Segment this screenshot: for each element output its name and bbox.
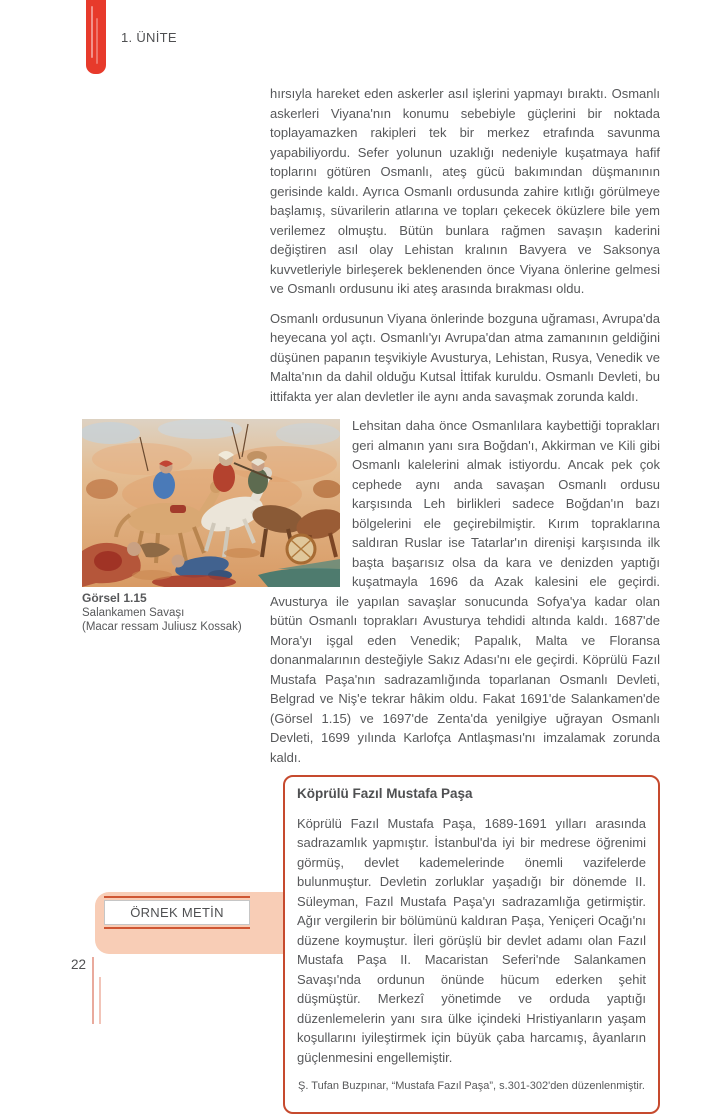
page-number: 22 xyxy=(71,957,87,972)
example-text-label: ÖRNEK METİN xyxy=(104,900,250,925)
info-box-citation: Ş. Tufan Buzpınar, “Mustafa Fazıl Paşa”, s.301-302'den düzenlenmiştir. xyxy=(298,1080,645,1092)
figure-gorsel-1-15 xyxy=(82,419,340,633)
unit-red-bar xyxy=(86,0,106,74)
battle-painting-image xyxy=(82,419,340,587)
footer-decorative-line-2 xyxy=(99,977,101,1024)
example-text-label-box xyxy=(104,896,250,929)
info-box-title: Köprülü Fazıl Mustafa Paşa xyxy=(297,786,473,801)
figure-caption-line2: (Macar ressam Juliusz Kossak) xyxy=(82,621,242,633)
footer-decorative-line-1 xyxy=(92,957,94,1024)
body-paragraph-1: hırsıyla hareket eden askerler asıl işlerini yapmayı bıraktı. Osmanlı askerleri Viyana'nın konumu sebebiyle güçlerini bir noktada toplayamazken rakipleri tek bir merkez etrafında savunma yapabiliyordu. Sefer yolunun uzaklığı nedeniyle kuşatmaya hafif toplarını götüren Osmanlı, ateş gücü bakımından düşmanının gerisinde kaldı. Ayrıca Osmanlı ordusunda zahire kıtlığı görülmeye başlamış, süvarilerin atlarına ve topları çekecek öküzlere bile yem verilemez olmuştu. Bütün bunlara rağmen savaşın kaderini değiştiren asıl olay Lehistan kralının Bavyera ve Saksonya kuvvetleriyle birleşerek beklenenden önce Viyana önlerine gelmesi ve Osmanlı ordusunu iki ateş arasında bırakması oldu. xyxy=(270,86,660,296)
unit-label: 1. ÜNİTE xyxy=(121,30,177,45)
info-box-body: Köprülü Fazıl Mustafa Paşa, 1689-1691 yılları arasında sadrazamlık yapmıştır. İstanbul'da iyi bir medrese öğrenimi görmüş, devlet kademelerinde önemli vazifelerde bulunmuştur. Devletin zorluklar yaşadığı bir dönemde II. Süleyman, Fazıl Mustafa Paşa'yı sadrazamlığa getirmiştir. Ağır vergilerin bir bölümünü kaldıran Paşa, Yeniçeri Ocağı'nı düzene koymuştur. İleri görüşlü bir devlet adamı olan Fazıl Mustafa Paşa II. Macaristan Seferi'nde Salankamen Savaşı'nda ordunun önünde hücum ederken şehit düşmüştür. Merkezî yönetimde ve orduda yaptığı düzenlemelerin yanı sıra ülke içindeki Hristiyanların yaşam koşullarını iyileştirmek için büyük çaba harcamış, âyanların güçlenmesini engellemiştir. xyxy=(297,815,646,1065)
figure-caption xyxy=(82,591,297,635)
body-paragraph-3: Lehsitan daha önce Osmanlılara kaybettiği toprakları geri almanın yanı sıra Boğdan'ı, Akkirman ve Kili gibi Osmanlı kalelerini almak istiyordu. Ancak pek çok cephede aynı anda savaşan Osmanlı ordusu karşısında Leh birlikleri sadece Boğdan'ın bazı bölgelerini ele geçirebilmiştir. Kırım topraklarına saldıran Ruslar ise Tatarlar'ın direnişi karşısında ilk başta başarısız olsa da kara ve denizden yaptığı kuşatmayla 1696 da Azak kalesini ele geçirdi. Avusturya ile yapılan savaşlar sonucunda Sofya'ya kadar olan bütün Osmanlı toprakları Avusturya tehdidi altında kaldı. 1687'de Mora'yı işgal eden Venedik; Papalık, Malta ve Floransa donanmalarının desteğiyle Sakız Adası'nı ele geçirdi. Köprülü Fazıl Mustafa Paşa'nın sadrazamlığında toparlanan Osmanlı Devleti, Belgrad ve Niş'e tekrar hâkim oldu. Fakat 1691'de Salankamen'de (Görsel 1.15) ve 1697'de Zenta'da yenilgiye uğrayan Osmanlı Devleti, 1699 yılında Karlofça Antlaşması'nı imzalamak zorunda kaldı. xyxy=(270,418,660,765)
info-box-koprulu xyxy=(283,775,660,1114)
figure-caption-line1: Salankamen Savaşı xyxy=(82,606,185,619)
body-paragraph-2: Osmanlı ordusunun Viyana önlerinde bozguna uğraması, Avrupa'da heyecana yol açtı. Osmanlı'yı Avrupa'dan atma zamanının geldiğini düşünen papanın teşvikiyle Avusturya, Lehistan, Rusya, Venedik ve Malta'nın da dahil olduğu Kutsal İttifak kuruldu. Osmanlı Devleti, bu ittifakta yer alan devletler ile aynı anda savaşmak zorunda kaldı. xyxy=(270,310,660,404)
figure-label: Görsel 1.15 xyxy=(82,591,147,605)
